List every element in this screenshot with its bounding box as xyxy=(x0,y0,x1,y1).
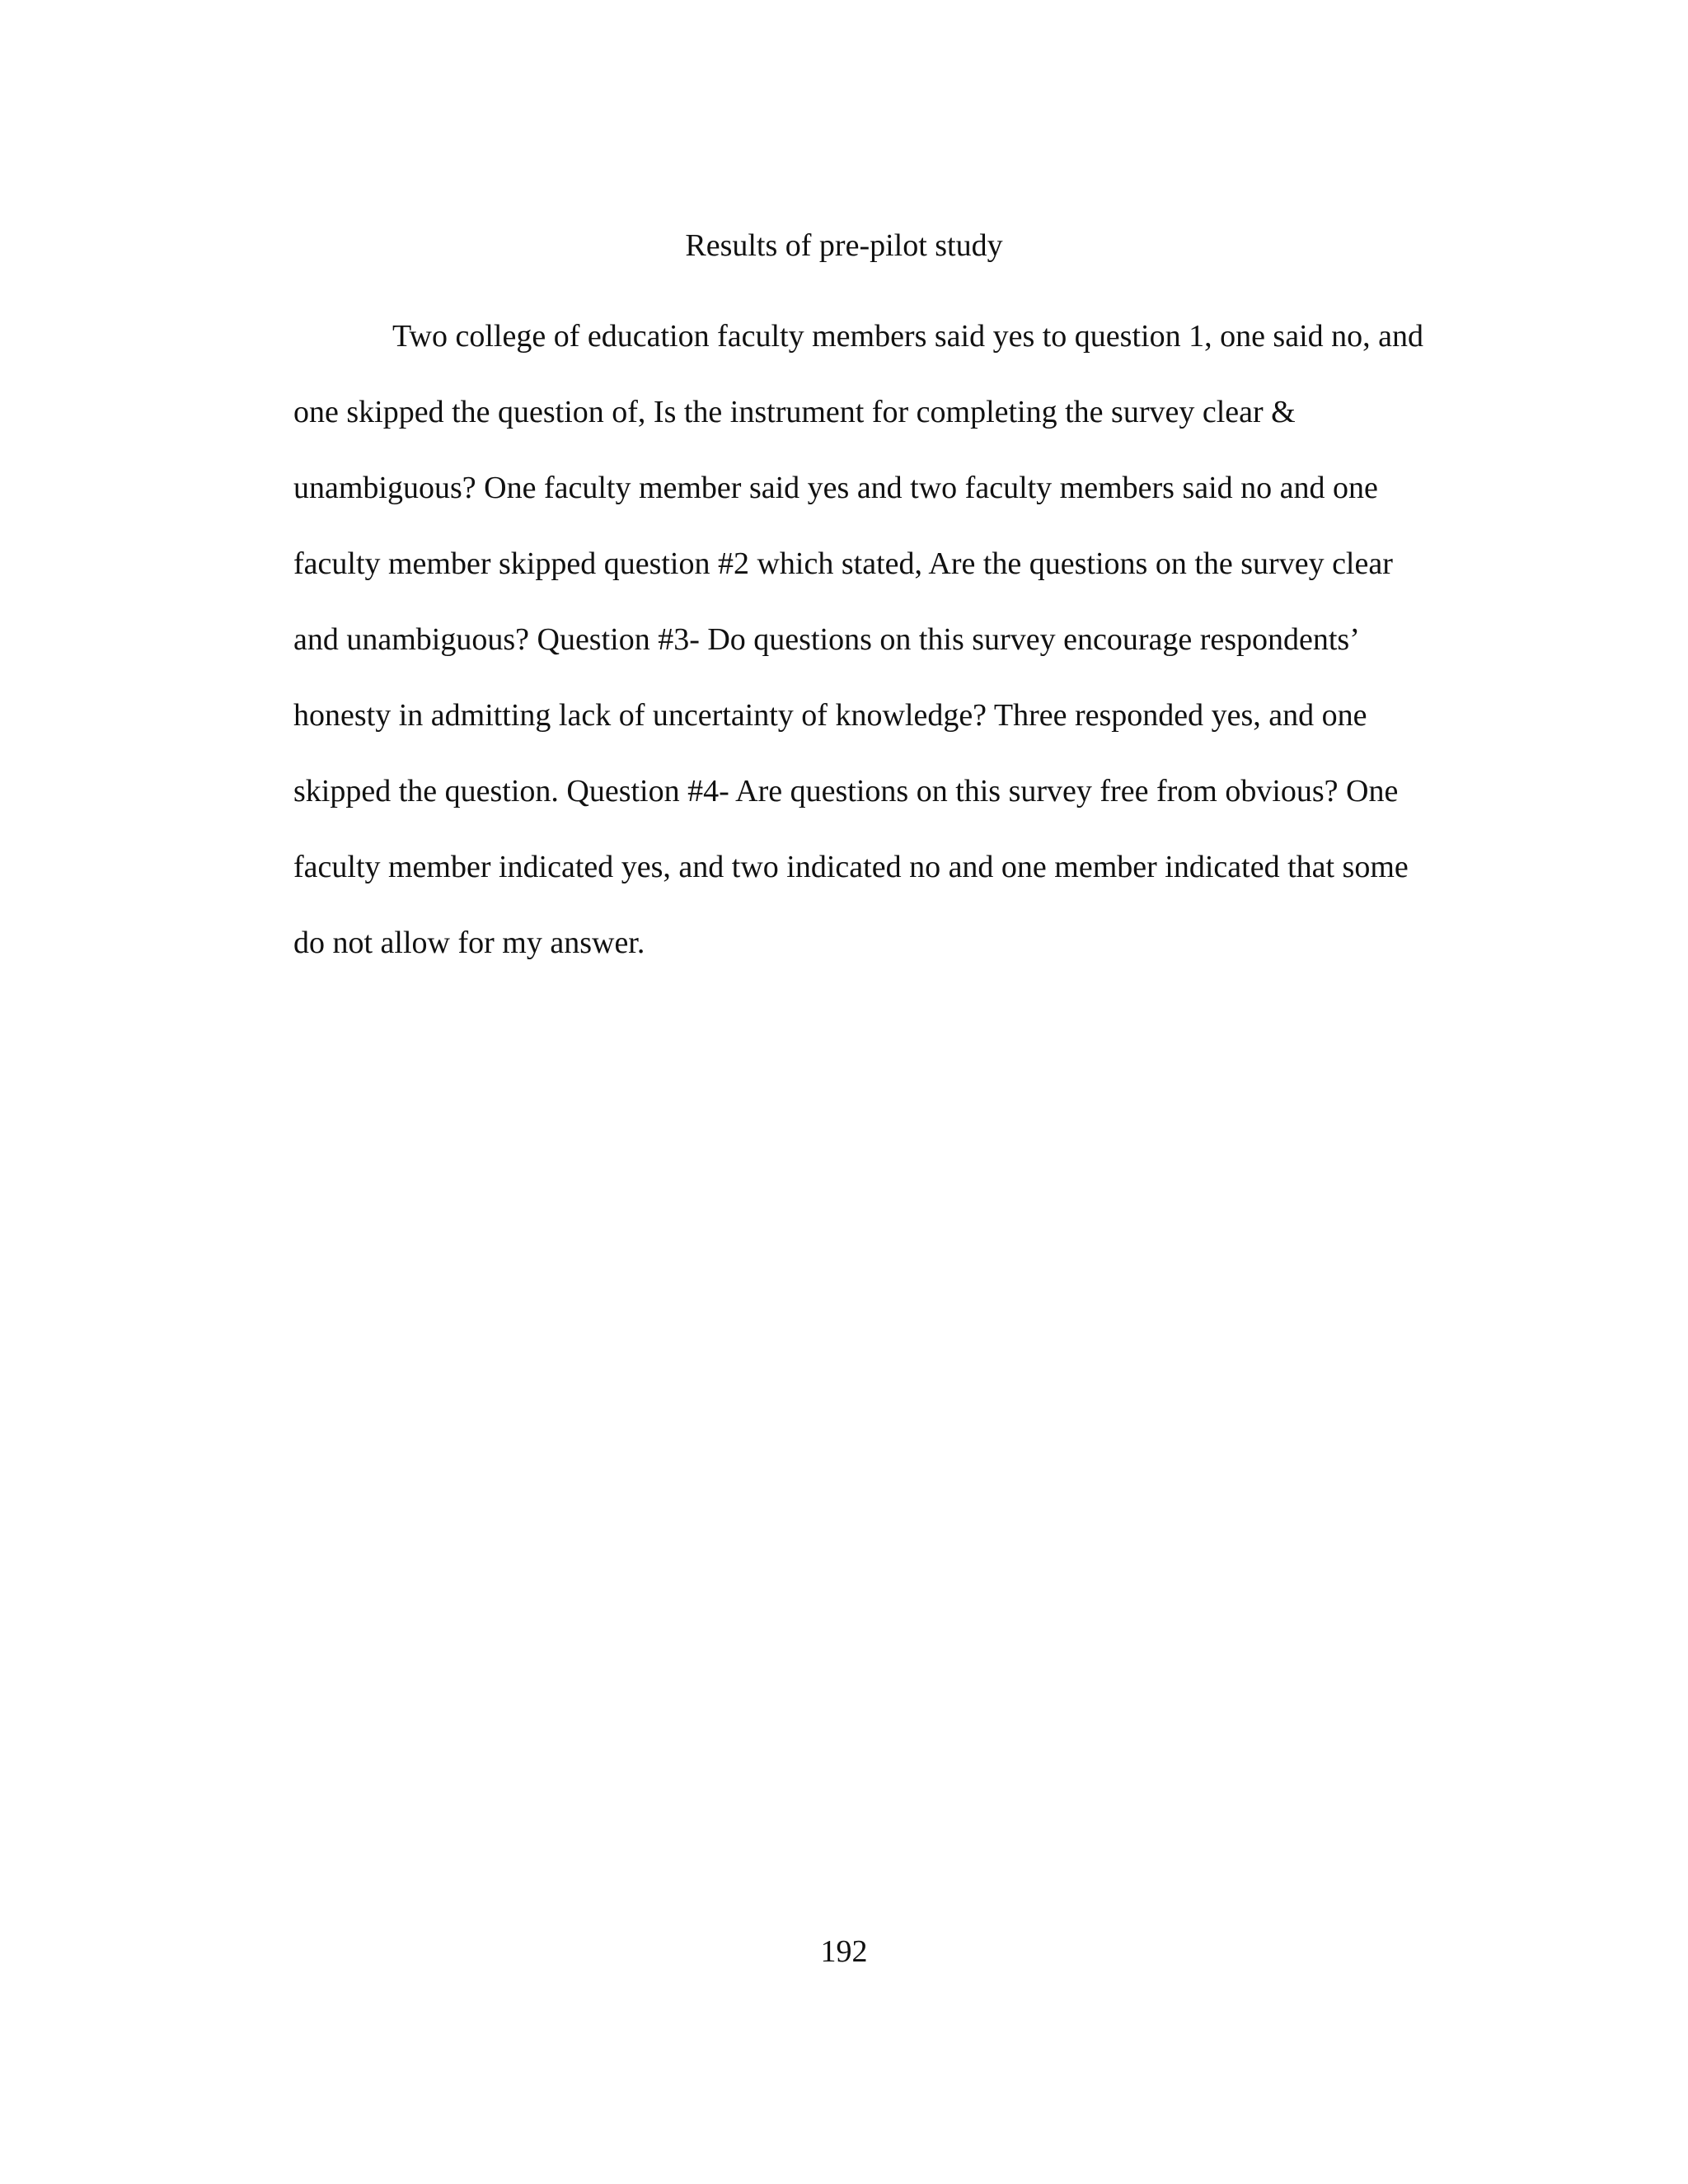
paragraph-line: one skipped the question of, Is the instrument for completing the survey clear & xyxy=(293,395,1296,429)
section-title: Results of pre-pilot study xyxy=(685,228,1003,263)
paragraph-line: faculty member indicated yes, and two indicated no and one member indicated that some xyxy=(293,850,1409,884)
paragraph-line: and unambiguous? Question #3- Do questions on this survey encourage respondents’ xyxy=(293,622,1360,657)
paragraph-line: faculty member skipped question #2 which stated, Are the questions on the survey clear xyxy=(293,546,1393,581)
paragraph-line: unambiguous? One faculty member said yes and two faculty members said no and one xyxy=(293,471,1378,505)
paragraph-line: do not allow for my answer. xyxy=(293,926,645,960)
page-number: 192 xyxy=(820,1934,868,1969)
body-paragraph xyxy=(293,298,1464,981)
paragraph-line: Two college of education faculty members said yes to question 1, one said no, and xyxy=(392,319,1424,354)
paragraph-line: honesty in admitting lack of uncertainty of knowledge? Three responded yes, and one xyxy=(293,698,1367,733)
paragraph-line: skipped the question. Question #4- Are questions on this survey free from obvious? One xyxy=(293,774,1399,808)
